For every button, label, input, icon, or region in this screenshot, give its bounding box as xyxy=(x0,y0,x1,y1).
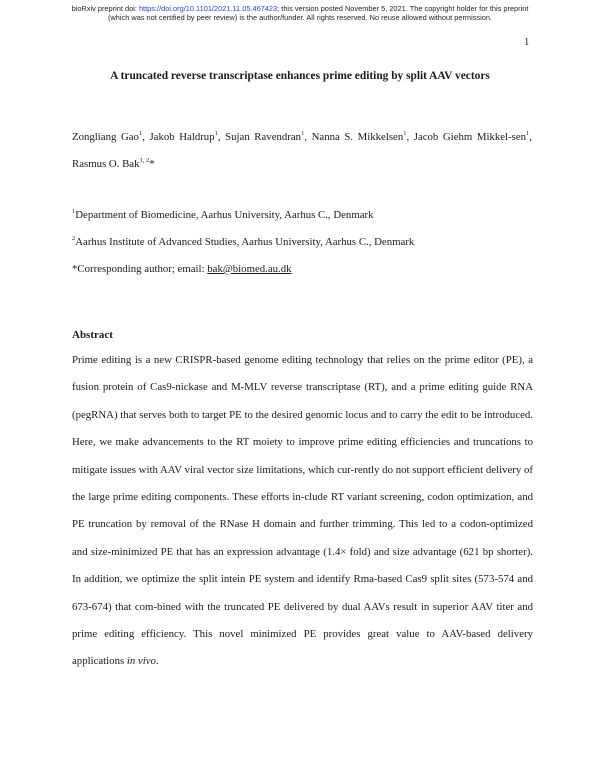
affiliation-1: $^1$Department of Biomedicine, Aarhus University, Aarhus C., Denmark xyxy=(72,208,374,221)
affiliation-2: $^2$Aarhus Institute of Advanced Studies, Aarhus University, Aarhus C., Denmark xyxy=(72,235,415,248)
paper-title: A truncated reverse transcriptase enhances prime editing by split AAV vectors xyxy=(110,70,490,82)
abstract-heading: Abstract xyxy=(72,329,113,341)
author: Nanna S. Mikkelsen$^1$, xyxy=(311,130,414,143)
author: Sujan Ravendran$^1$, xyxy=(225,130,312,143)
author: Rasmus O. Bak$^{1, 2}$* xyxy=(72,157,155,170)
page-number: 1 xyxy=(524,37,530,48)
author: Jakob Haldrup$^1$, xyxy=(149,130,226,143)
corresponding-author: *Corresponding author; email: bak@biomed.au.dk xyxy=(72,263,292,275)
doi-link[interactable]: https://doi.org/10.1101/2021.11.05.467423 xyxy=(138,4,278,13)
preprint-line-2: (which was not certified by peer review) is the author/funder. All rights reserved. No reuse allowed without permission. xyxy=(107,13,493,22)
author: Zongliang Gao$^1$, xyxy=(72,130,150,143)
preprint-header xyxy=(0,4,600,22)
preprint-line-1: bioRxiv preprint doi: https://doi.org/10.1101/2021.11.05.467423; this version posted November 5, 2021. The copyright holder for this preprint xyxy=(71,4,529,13)
email-link[interactable]: bak@biomed.au.dk xyxy=(207,263,292,275)
author: Jacob Giehm Mikkel-sen$^1$, xyxy=(413,130,532,143)
author-list xyxy=(72,124,532,178)
abstract-body: Prime editing is a new CRISPR-based genome editing technology that relies on the prime editor (PE), a fusion protein of Cas9-nickase and M-MLV reverse transcriptase (RT), and a prime editing guide RNA (pegRNA) that serves both to target PE to the desired genomic locus and to carry the edit to be introduced. Here, we make advancements to the RT moiety to improve prime editing efficiencies and truncations to mitigate issues with AAV viral vector size limitations, which cur-rently do not support efficient delivery of the large prime editing components. These efforts in-clude RT variant screening, codon optimization, and PE truncation by removal of the RNase H domain and further trimming. This led to a codon-optimized and size-minimized PE that has an expression advantage (1.4× fold) and size advantage (621 bp shorter). In addition, we optimize the split intein PE system and identify Rma-based Cas9 split sites (573-574 and 673-674) that com-bined with the truncated PE delivered by dual AAVs result in superior AAV titer and prime editing efficiency. This novel minimized PE provides great value to AAV-based delivery applications in vivo. xyxy=(72,354,533,668)
